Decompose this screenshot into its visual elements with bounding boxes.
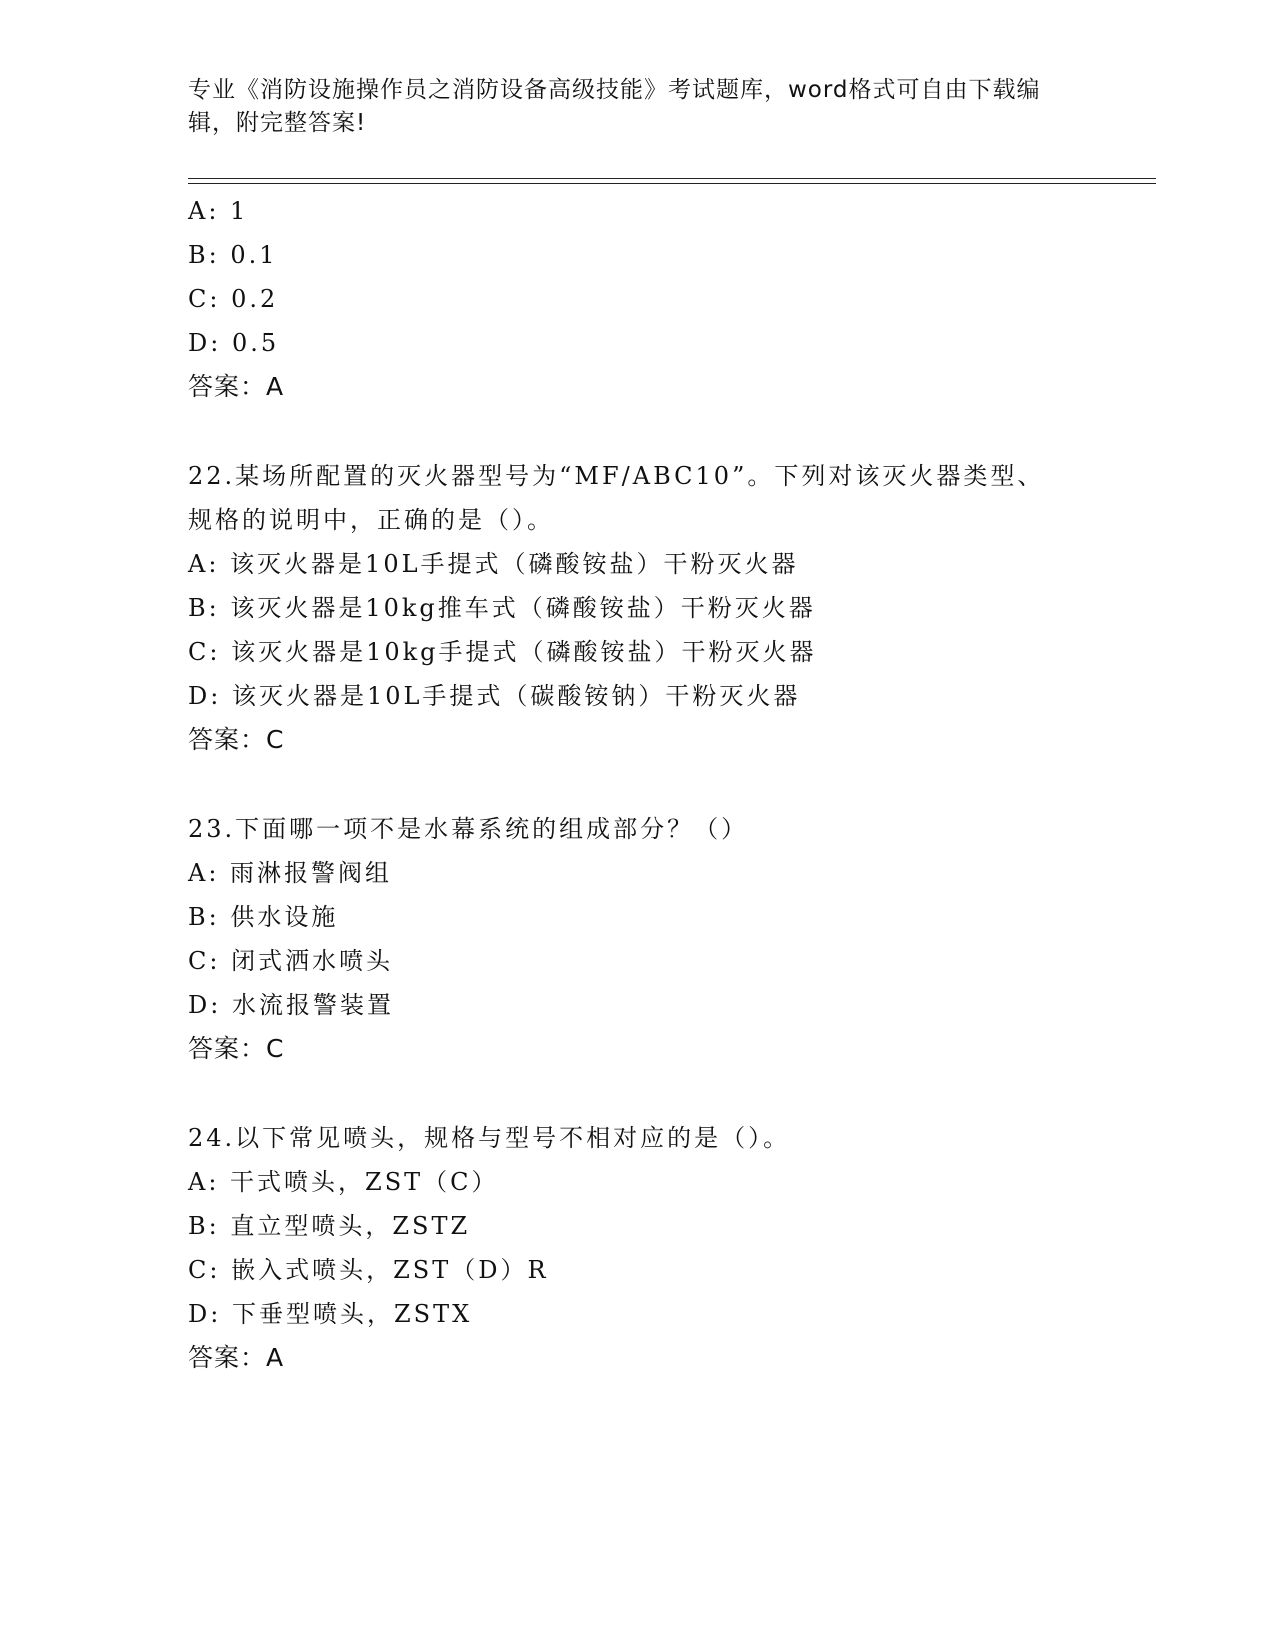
q22-stem-line2: 规格的说明中，正确的是（）。 [188, 506, 554, 534]
q22-stem-line1: 22.某场所配置的灭火器型号为“MF/ABC10”。下列对该灭火器类型、 [188, 462, 1045, 490]
q22-option-b: B: 该灭火器是10kg推车式（磷酸铵盐）干粉灭火器 [188, 594, 816, 622]
q22-option-c: C: 该灭火器是10kg手提式（磷酸铵盐）干粉灭火器 [188, 638, 817, 666]
q23-answer: 答案：C [188, 1034, 285, 1063]
header-divider-top [188, 178, 1156, 179]
q22-option-a: A: 该灭火器是10L手提式（磷酸铵盐）干粉灭火器 [188, 550, 799, 578]
q23-stem: 23.下面哪一项不是水幕系统的组成部分？（） [188, 815, 749, 843]
q23-option-d: D: 水流报警装置 [188, 991, 394, 1019]
q21-option-a: A: 1 [188, 197, 249, 225]
q23-option-a: A: 雨淋报警阀组 [188, 859, 393, 887]
q24-option-d: D: 下垂型喷头，ZSTX [188, 1300, 473, 1328]
q23-option-b: B: 供水设施 [188, 903, 339, 931]
q21-option-c: C: 0.2 [188, 285, 279, 313]
q24-answer: 答案：A [188, 1343, 285, 1372]
q24-option-c: C: 嵌入式喷头，ZST（D）R [188, 1256, 549, 1284]
q22-option-d: D: 该灭火器是10L手提式（碳酸铵钠）干粉灭火器 [188, 682, 801, 710]
header-divider-bottom [188, 183, 1156, 184]
q23-option-c: C: 闭式洒水喷头 [188, 947, 394, 975]
q24-stem: 24.以下常见喷头，规格与型号不相对应的是（）。 [188, 1124, 791, 1152]
q22-answer: 答案：C [188, 725, 285, 754]
q21-answer: 答案：A [188, 372, 285, 401]
q24-option-a: A: 干式喷头，ZST（C） [188, 1168, 499, 1196]
document-header: 专业《消防设施操作员之消防设备高级技能》考试题库，word格式可自由下载编辑，附完整答案! [188, 77, 1041, 136]
q21-option-b: B: 0.1 [188, 241, 278, 269]
q21-option-d: D: 0.5 [188, 329, 280, 357]
q24-option-b: B: 直立型喷头，ZSTZ [188, 1212, 471, 1240]
